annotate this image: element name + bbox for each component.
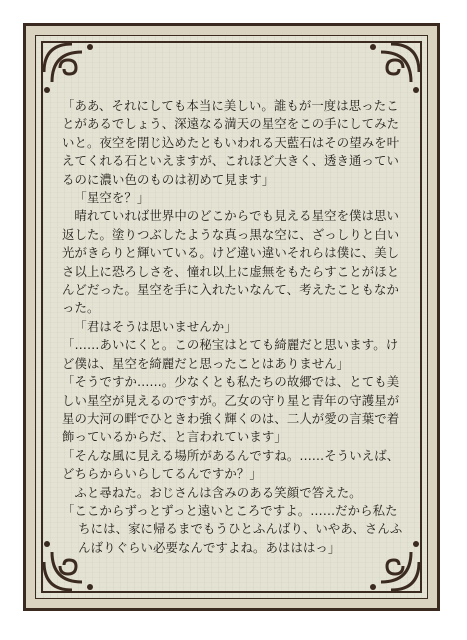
ornamental-corner-icon bbox=[42, 42, 94, 94]
paragraph: 「ああ、それにしても本当に美しい。誰もが一度は思ったことがあるでしょう、深遠なる満天の星空をこの手にしてみたいと。夜空を閉じ込めたともいわれる天藍石はその望みを叶えてくれる石といえますが、これほど大きく、透き通っているのに濃い色のものは初めて見ます」 bbox=[62, 98, 400, 187]
ornamental-corner-icon bbox=[369, 42, 421, 94]
story-text bbox=[62, 97, 408, 557]
paragraph: 晴れていれば世界中のどこからでも見える星空を僕は思い返した。塗りつぶしたような真っ黒な空に、ざっしりと白い光がきらりと輝いている。けど違い違いそれらは僕に、美しさ以上に恐ろしさを、憧れ以上に虚無をもたらすことがほとんどだった。星空を手に入れたいなんて、考えたこともなかった。 bbox=[62, 208, 400, 316]
paragraph: 「……あいにくと。この秘宝はとても綺麗だと思います。けど僕は、星空を綺麗だと思ったことはありません」 bbox=[62, 337, 399, 371]
paragraph: 「そうですか……。少なくとも私たちの故郷では、とても美しい星空が見えるのですが。乙女の守り星と青年の守護星が星の大河の畔でひときわ強く輝くのは、二人が愛の言葉で着飾っているからだ、と言われています」 bbox=[62, 374, 400, 445]
paragraph: ふと尋ねた。おじさんは含みのある笑顔で答えた。 bbox=[74, 484, 362, 500]
paragraph: 「君はそうは思いませんか」 bbox=[74, 318, 237, 334]
paragraph: 「ここからずっとずっと遠いところですよ。……だから私たちには、家に帰るまでもうひとふんばり、いやあ、さんふんばりぐらい必要なんですよね。あはははっ」 bbox=[62, 502, 403, 555]
paragraph: 「そんな風に見える場所があるんですね。……そういえば、どちらからいらしてるんですか？」 bbox=[62, 447, 400, 482]
paragraph: 「星空を？」 bbox=[74, 190, 150, 206]
